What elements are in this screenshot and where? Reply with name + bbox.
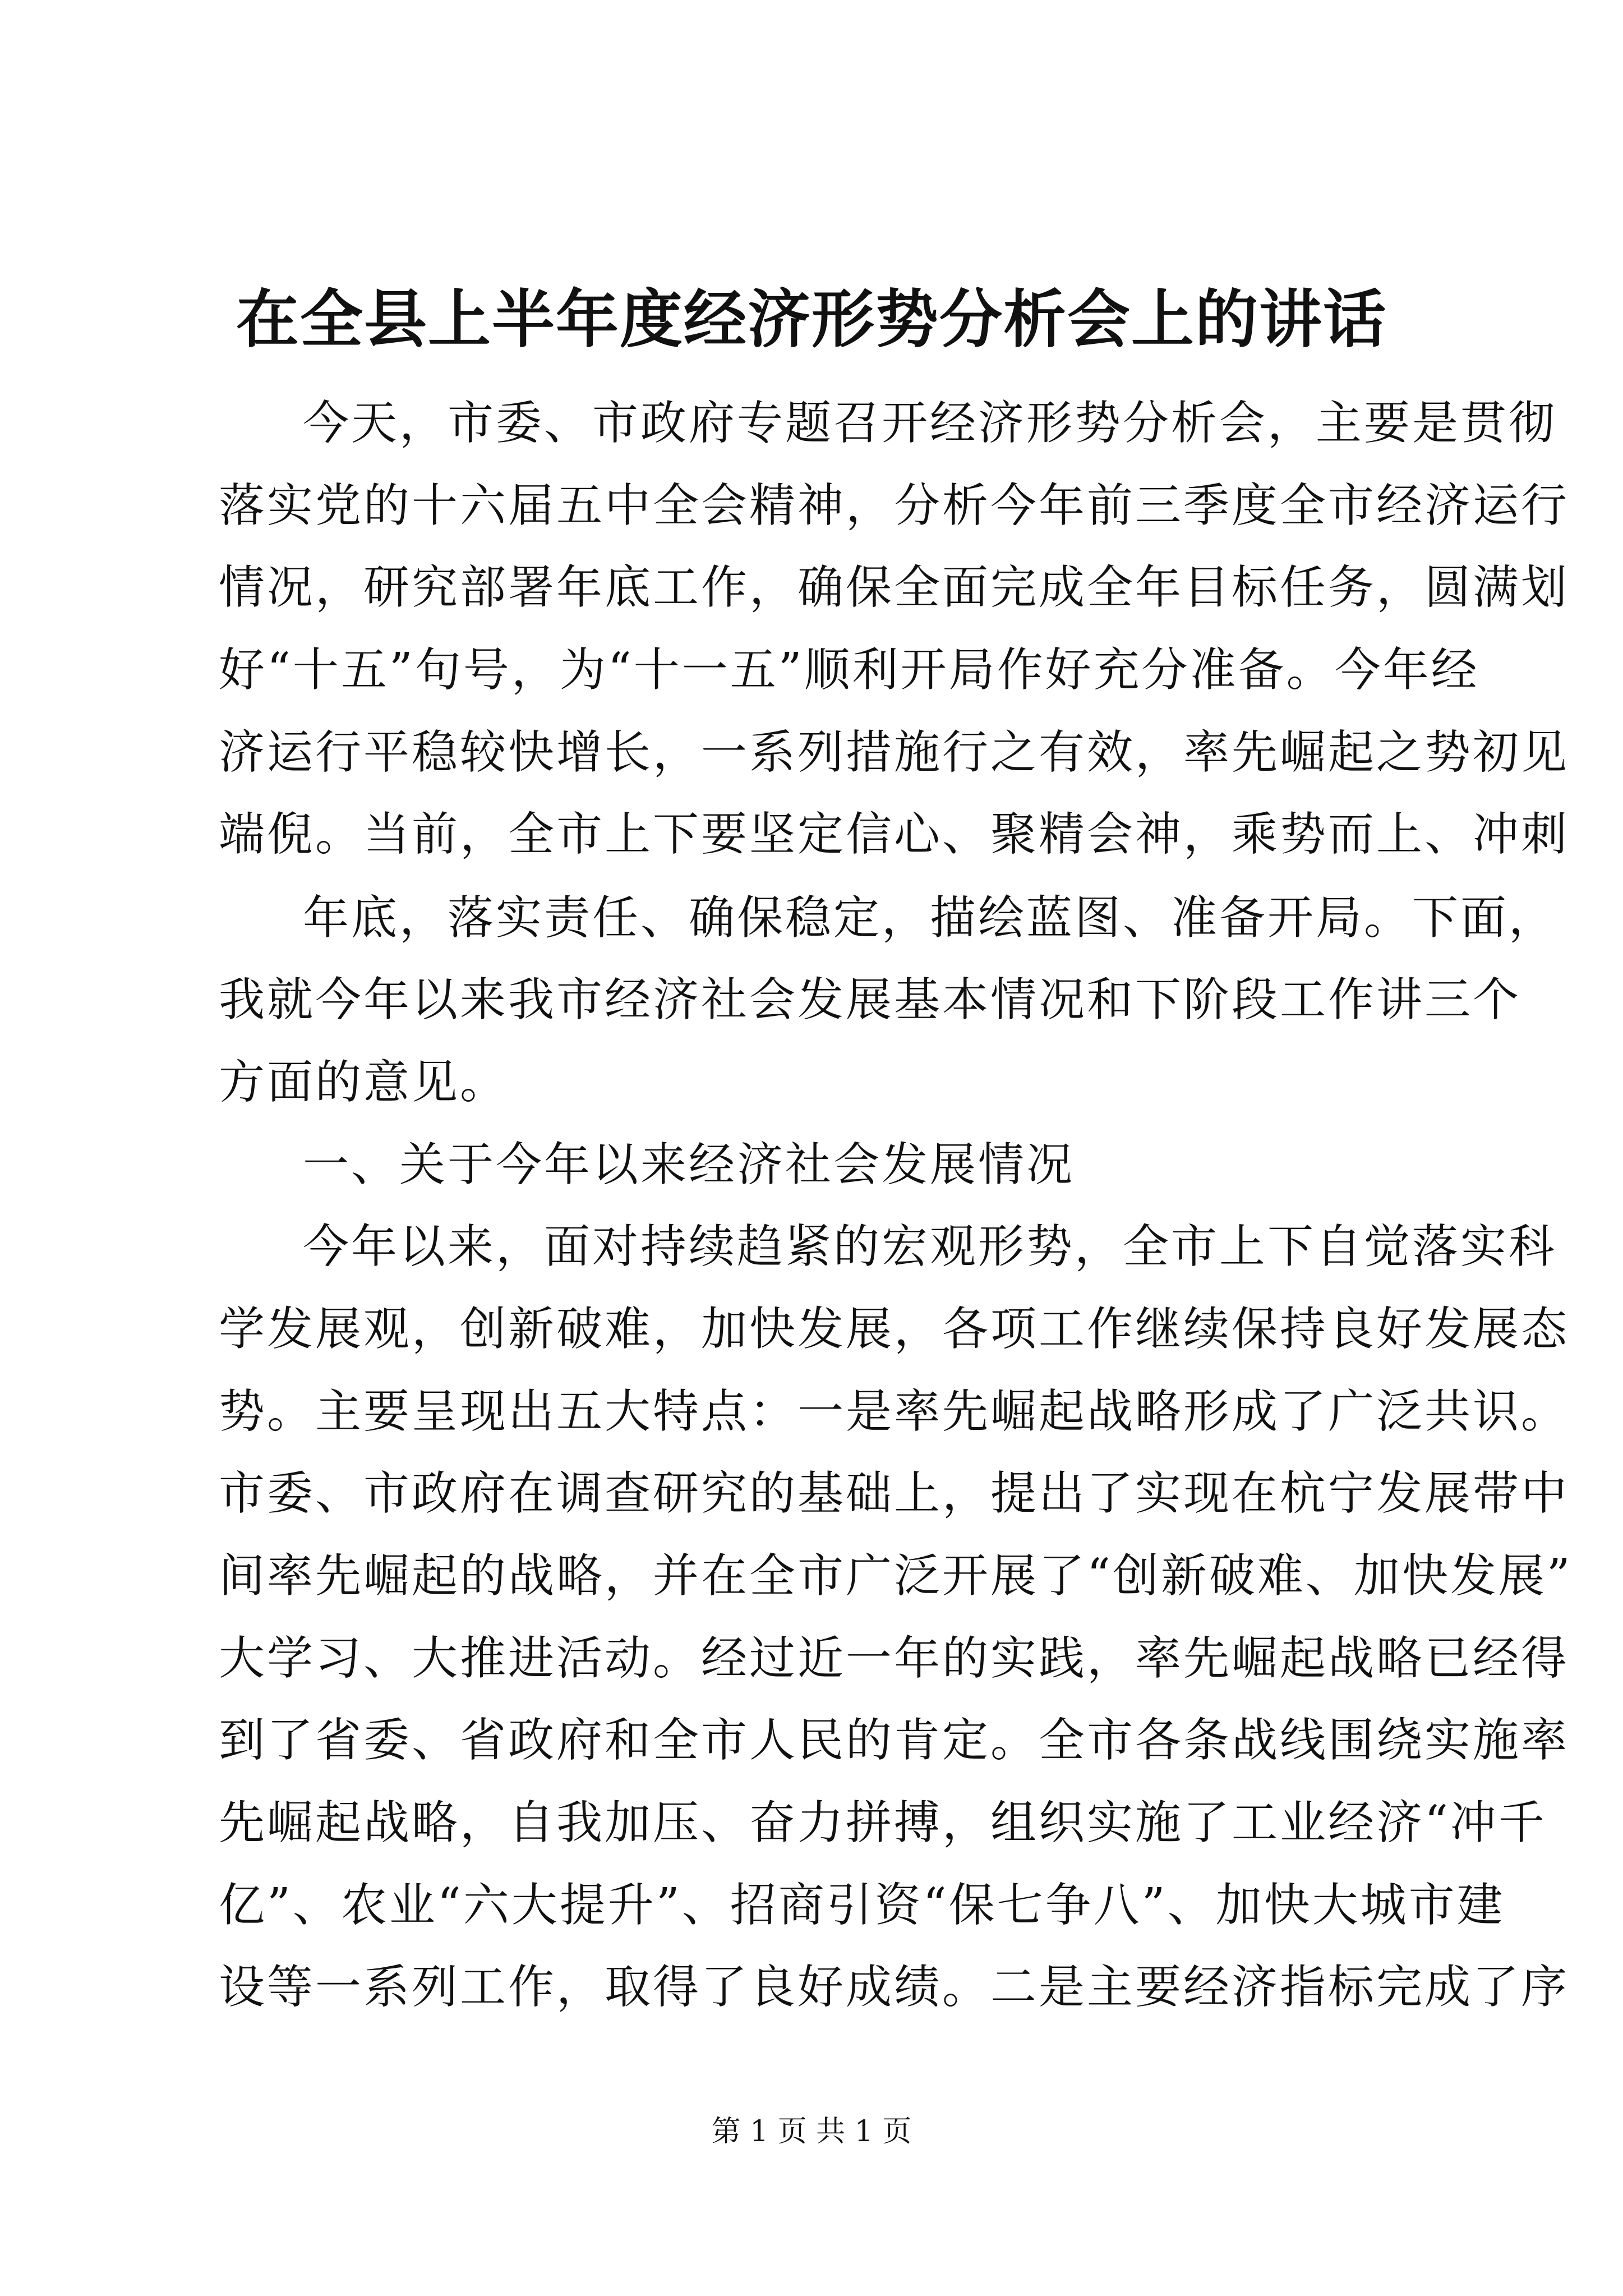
paragraph-line: 先崛起战略，自我加压、奋力拼搏，组织实施了工业经济“冲千 [219,1796,1547,1849]
paragraph-line: 好“十五”句号，为“十一五”顺利开局作好充分准备。今年经 [219,643,1479,697]
paragraph-line: 端倪。当前，全市上下要坚定信心、聚精会神，乘势而上、冲刺 [219,808,1570,861]
paragraph-line: 设等一系列工作，取得了良好成绩。二是主要经济指标完成了序 [219,1961,1570,2014]
paragraph-line: 我就今年以来我市经济社会发展基本情况和下阶段工作讲三个 [219,973,1521,1027]
paragraph-line: 方面的意见。 [219,1056,509,1109]
paragraph-line: 济运行平稳较快增长，一系列措施行之有效，率先崛起之势初见 [219,726,1570,779]
paragraph-line: 市委、市政府在调查研究的基础上，提出了实现在杭宁发展带中 [219,1467,1570,1520]
paragraph-line: 大学习、大推进活动。经过近一年的实践，率先崛起战略已经得 [219,1632,1570,1685]
document-title: 在全县上半年度经济形势分析会上的讲话 [236,283,1387,356]
paragraph-line: 今年以来，面对持续趋紧的宏观形势，全市上下自觉落实科 [303,1220,1557,1273]
paragraph-line: 今天，市委、市政府专题召开经济形势分析会，主要是贯彻 [303,397,1557,450]
paragraph-line: 学发展观，创新破难，加快发展，各项工作继续保持良好发展态 [219,1303,1570,1356]
paragraph-line: 势。主要呈现出五大特点：一是率先崛起战略形成了广泛共识。 [219,1385,1570,1438]
section-heading: 一、关于今年以来经济社会发展情况 [303,1138,1075,1191]
paragraph-line: 情况，研究部署年底工作，确保全面完成全年目标任务，圆满划 [219,561,1570,614]
paragraph-line: 落实党的十六届五中全会精神，分析今年前三季度全市经济运行 [219,479,1570,532]
page-footer: 第 1 页 共 1 页 [711,2115,912,2148]
paragraph-line: 亿”、农业“六大提升”、招商引资“保七争八”、加快大城市建 [219,1879,1505,1932]
paragraph-line: 间率先崛起的战略，并在全市广泛开展了“创新破难、加快发展” [219,1549,1573,1603]
paragraph-line: 年底，落实责任、确保稳定，描绘蓝图、准备开局。下面， [303,891,1557,945]
paragraph-line: 到了省委、省政府和全市人民的肯定。全市各条战线围绕实施率 [219,1714,1570,1767]
